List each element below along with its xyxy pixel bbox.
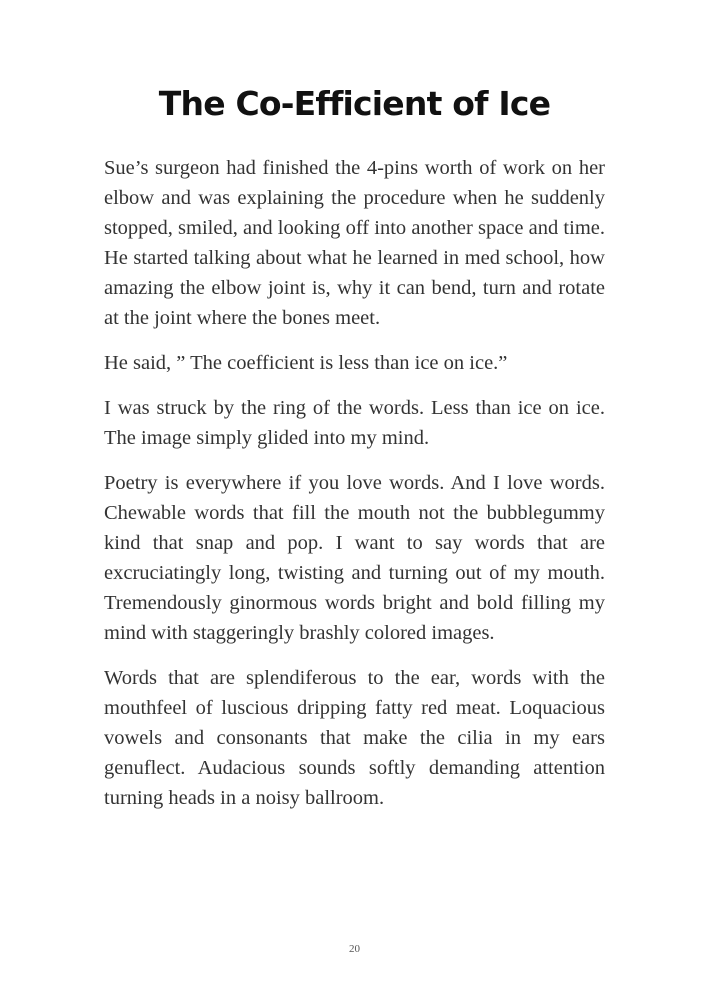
paragraph-5: Words that are splendiferous to the ear, words with the mouthfeel of luscious dripping fatty red meat. Loquacious vowels and consonants that make the cilia in my ears genuflect. Audacious sounds softly demanding attention turning heads in a noisy ballroom. bbox=[104, 667, 605, 809]
body-text bbox=[104, 153, 605, 828]
page-title: The Co-Efficient of Ice bbox=[158, 84, 551, 123]
paragraph-3: I was struck by the ring of the words. Less than ice on ice. The image simply glided into my mind. bbox=[104, 397, 605, 449]
page-number: 20 bbox=[349, 943, 360, 955]
paragraph-4: Poetry is everywhere if you love words. And I love words. Chewable words that fill the mouth not the bubblegummy kind that snap and pop. I want to say words that are excruciatingly long, twisting and turning out of my mouth. Tremendously ginormous words bright and bold filling my mind with staggeringly brashly colored images. bbox=[104, 472, 605, 644]
paragraph-1: Sue’s surgeon had finished the 4-pins worth of work on her elbow and was explaining the procedure when he suddenly stopped, smiled, and looking off into another space and time. He started talking about what he learned in med school, how amazing the elbow joint is, why it can bend, turn and rotate at the joint where the bones meet. bbox=[104, 157, 605, 329]
paragraph-2: He said, ” The coefficient is less than ice on ice.” bbox=[104, 352, 508, 374]
